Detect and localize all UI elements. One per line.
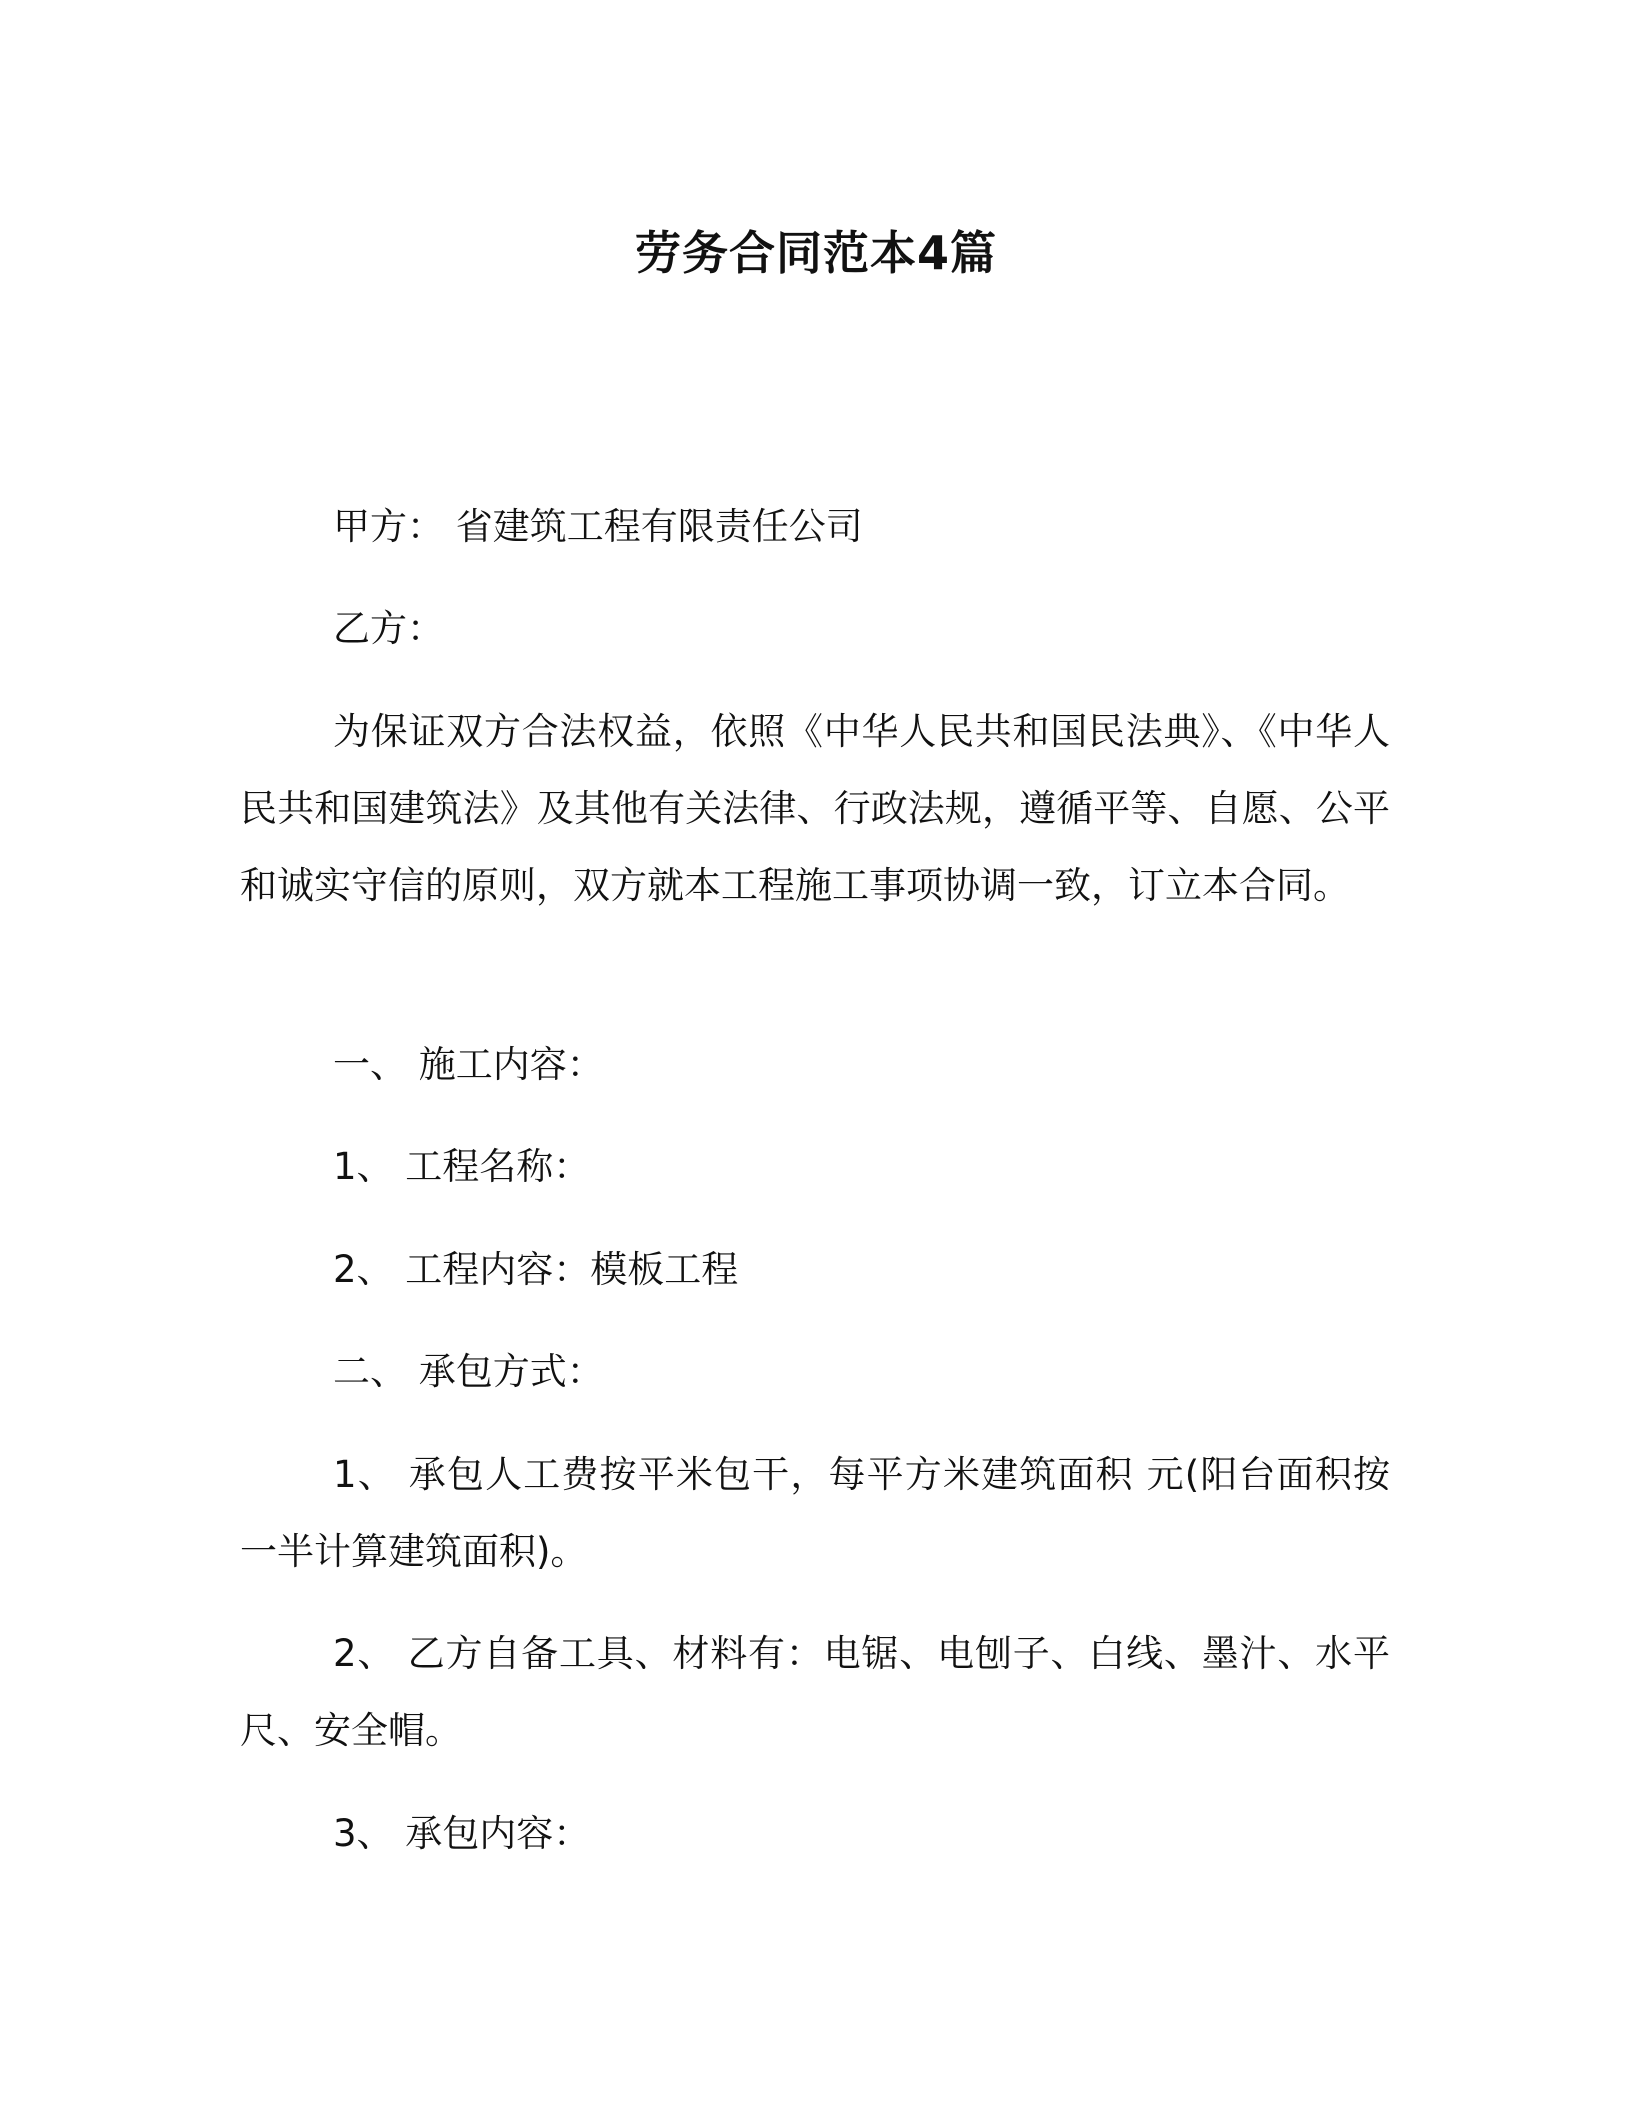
section-1-item-2: 2、 工程内容：模板工程 xyxy=(333,1248,739,1291)
document-title: 劳务合同范本4篇 xyxy=(634,226,997,280)
section-2-item-3: 3、 承包内容： xyxy=(333,1812,591,1855)
section-2-item-1: 1、 承包人工费按平米包干，每平方米建筑面积 元(阳台面积按一半计算建筑面积)。 xyxy=(240,1453,1390,1573)
section-1-heading: 一、 施工内容： xyxy=(333,1043,604,1086)
preamble-paragraph: 为保证双方合法权益，依照《中华人民共和国民法典》、《中华人民共和国建筑法》及其他有关法律、行政法规，遵循平等、自愿、公平和诚实守信的原则，双方就本工程施工事项协调一致，订立本合同。 xyxy=(240,710,1390,907)
section-2-heading: 二、 承包方式： xyxy=(333,1350,604,1393)
section-2-item-2: 2、 乙方自备工具、材料有：电锯、电刨子、白线、墨汁、水平尺、安全帽。 xyxy=(240,1632,1390,1752)
party-b-line: 乙方： xyxy=(333,607,444,650)
party-a-line: 甲方： 省建筑工程有限责任公司 xyxy=(333,505,863,548)
section-1-item-1: 1、 工程名称： xyxy=(333,1145,591,1188)
